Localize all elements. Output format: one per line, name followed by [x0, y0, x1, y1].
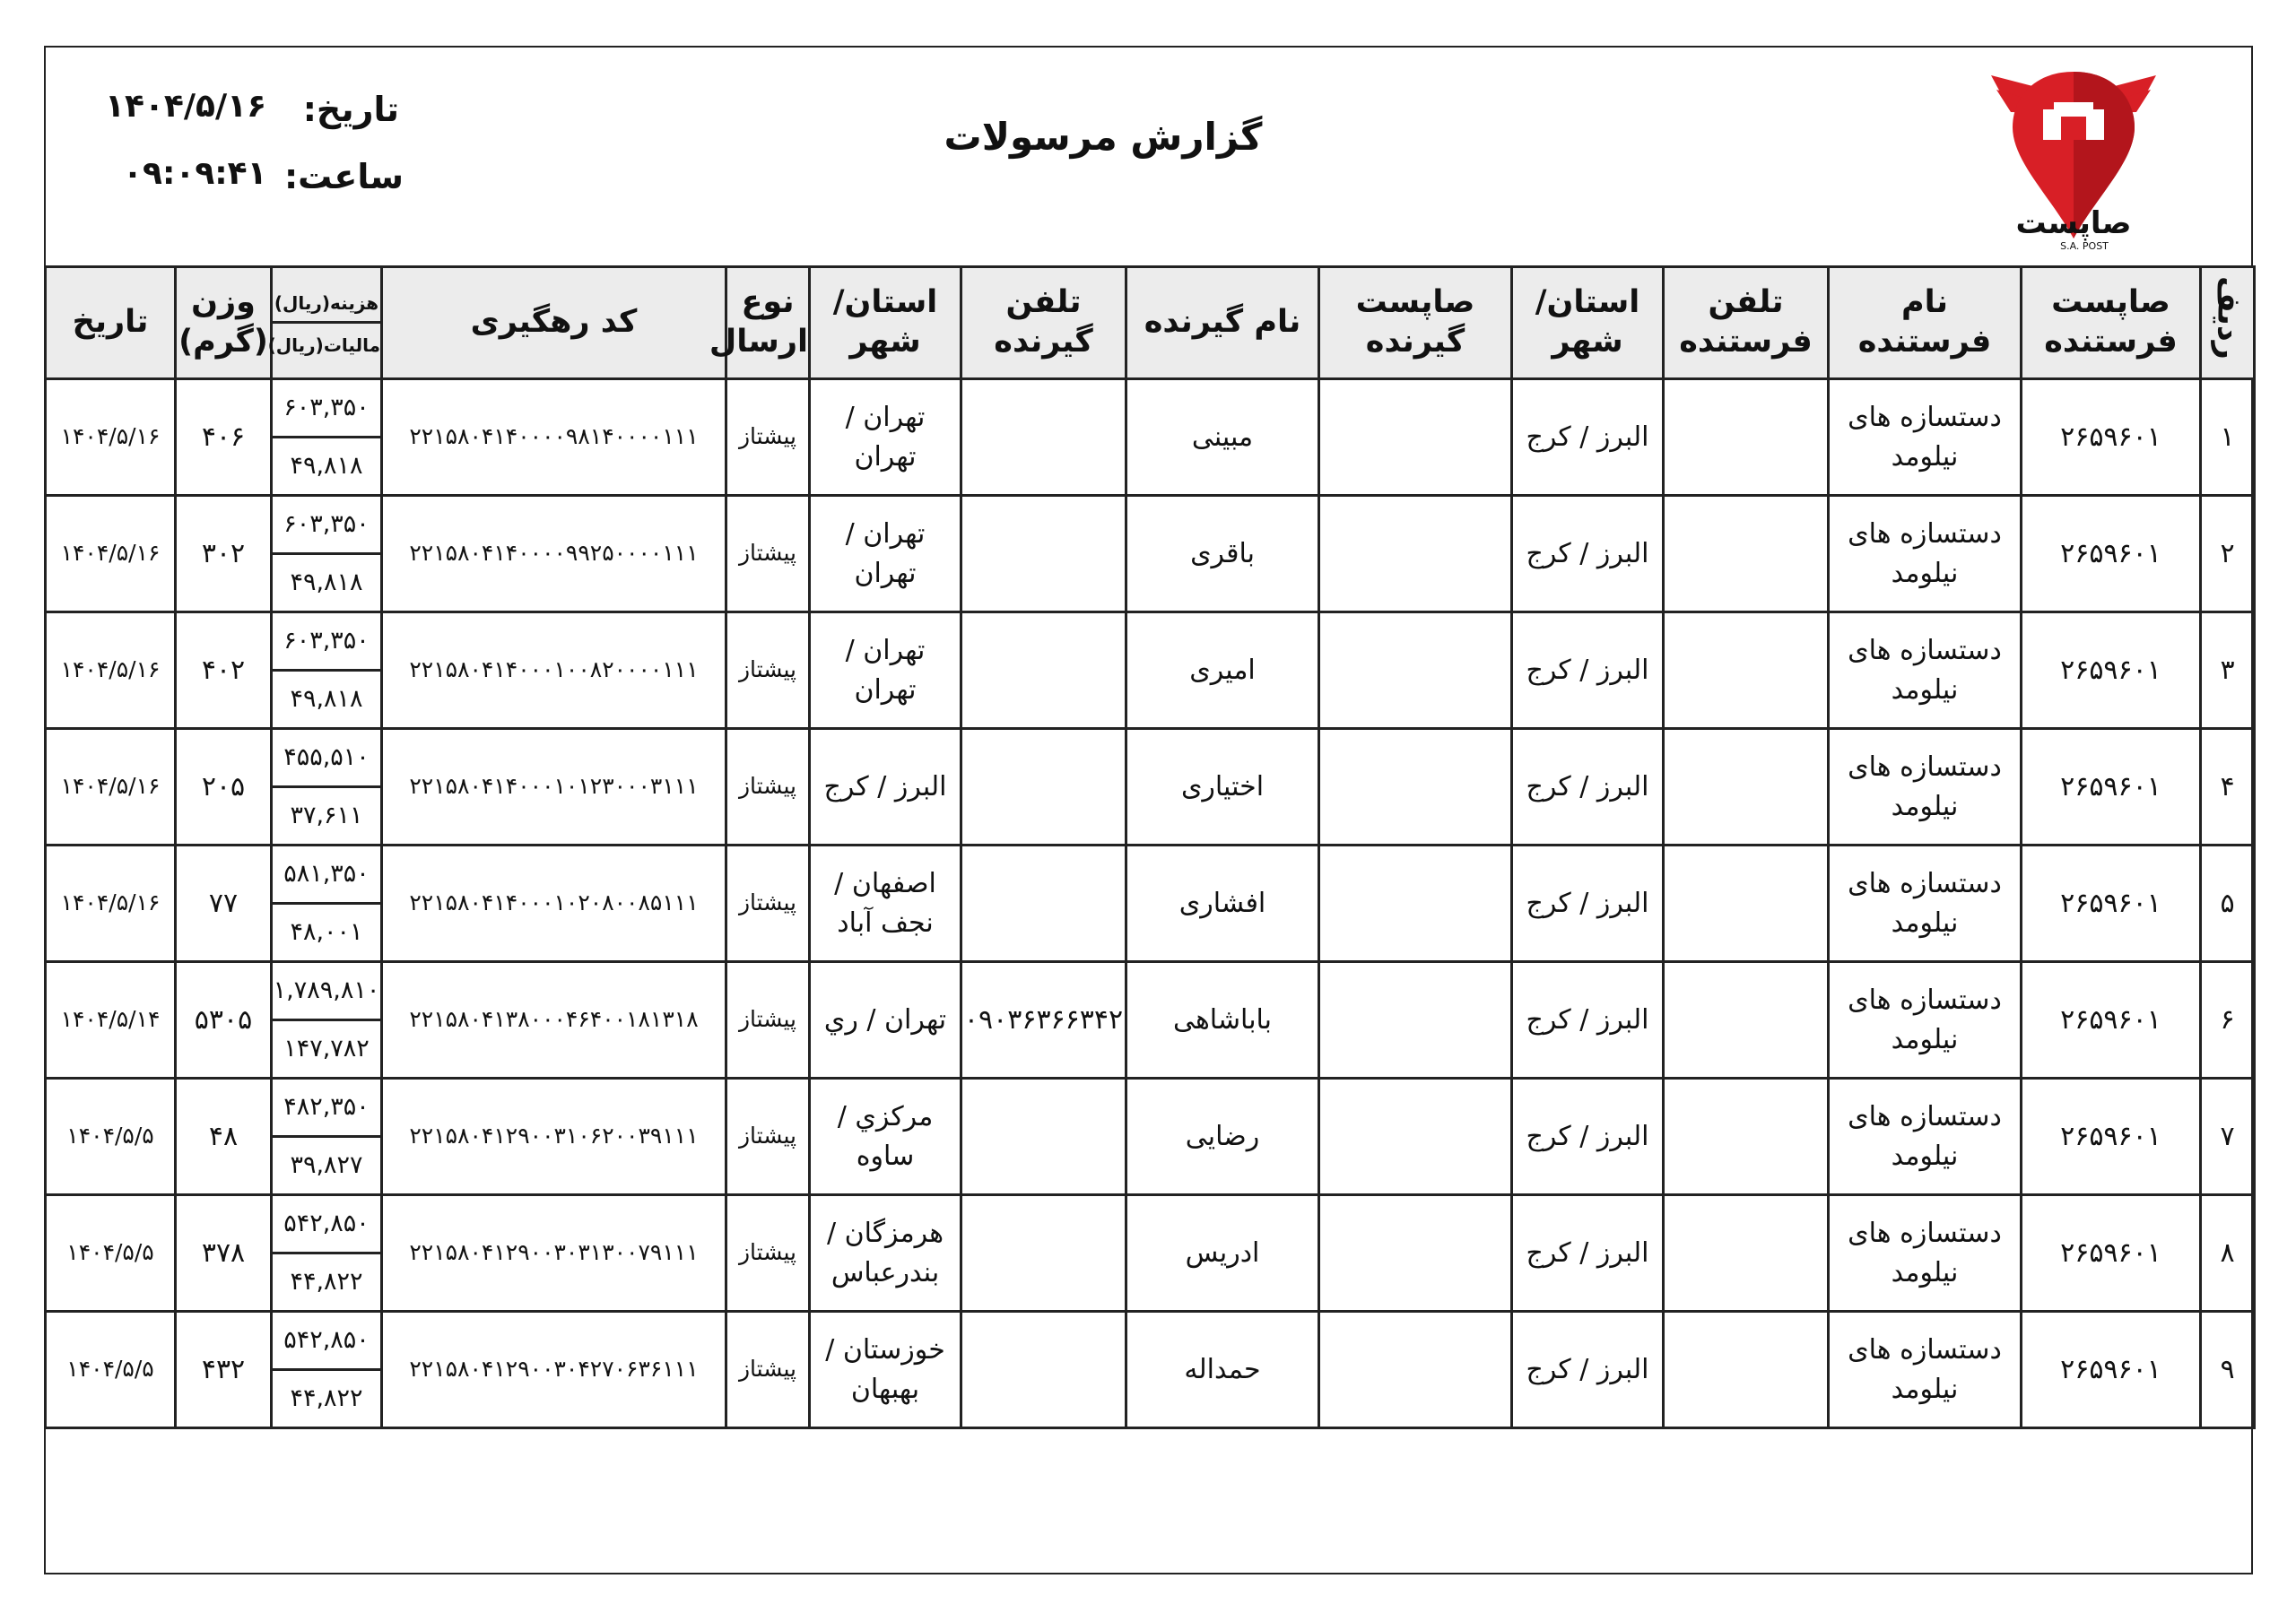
cell-sender-phone	[1664, 612, 1829, 729]
cell-cost: ۴۸۲,۳۵۰	[272, 1079, 382, 1137]
cell-sender-city: البرز / کرج	[1512, 379, 1664, 496]
cell-receiver-phone	[961, 729, 1126, 846]
cell-receiver-city: اصفهان / نجف آباد	[810, 846, 961, 962]
cell-date: ۱۴۰۴/۵/۱۶	[46, 496, 176, 612]
cell-sender-phone	[1664, 379, 1829, 496]
cell-receiver-sapost	[1319, 496, 1512, 612]
cell-sender-city: البرز / کرج	[1512, 846, 1664, 962]
time-value: ۰۹:۰۹:۴۱	[123, 155, 267, 192]
cell-tax: ۳۷,۶۱۱	[272, 787, 382, 846]
cell-row-no: ۱	[2201, 379, 2255, 496]
cell-receiver-phone: ۰۹۰۳۶۳۶۶۳۴۲	[961, 962, 1126, 1079]
cell-row-no: ۴	[2201, 729, 2255, 846]
col-receiver-name: نام گیرنده	[1126, 267, 1319, 379]
cell-date: ۱۴۰۴/۵/۱۶	[46, 379, 176, 496]
cell-sender-sapost: ۲۶۵۹۶۰۱	[2022, 1312, 2201, 1428]
cell-weight: ۴۸	[176, 1079, 272, 1195]
cell-receiver-sapost	[1319, 379, 1512, 496]
cell-receiver-phone	[961, 846, 1126, 962]
cell-sender-name: دستسازه های نیلومد	[1829, 379, 2022, 496]
cell-receiver-city: تهران / تهران	[810, 612, 961, 729]
cell-receiver-city: تهران / تهران	[810, 496, 961, 612]
col-sender-phone: تلفن فرستنده	[1664, 267, 1829, 379]
cell-sender-city: البرز / کرج	[1512, 962, 1664, 1079]
cell-receiver-sapost	[1319, 846, 1512, 962]
cell-sender-sapost: ۲۶۵۹۶۰۱	[2022, 379, 2201, 496]
col-receiver-sapost: صاپست گیرنده	[1319, 267, 1512, 379]
shipments-table	[44, 265, 2256, 1429]
table-row	[46, 1195, 2255, 1253]
cell-sender-phone	[1664, 496, 1829, 612]
col-receiver-phone: تلفن گیرنده	[961, 267, 1126, 379]
cell-receiver-name: ادریس	[1126, 1195, 1319, 1312]
date-label: تاریخ:	[302, 90, 399, 129]
cell-sender-city: البرز / کرج	[1512, 1195, 1664, 1312]
cell-cost: ۶۰۳,۳۵۰	[272, 612, 382, 671]
table-row	[46, 729, 2255, 787]
cell-tax: ۱۴۷,۷۸۲	[272, 1020, 382, 1079]
cell-row-no: ۳	[2201, 612, 2255, 729]
cell-sender-name: دستسازه های نیلومد	[1829, 1195, 2022, 1312]
table-row	[46, 496, 2255, 554]
cell-cost: ۶۰۳,۳۵۰	[272, 496, 382, 554]
cell-receiver-phone	[961, 1195, 1126, 1312]
cell-send-type: پیشتاز	[726, 962, 810, 1079]
cell-sender-sapost: ۲۶۵۹۶۰۱	[2022, 612, 2201, 729]
table-row	[46, 379, 2255, 438]
table-row	[46, 1079, 2255, 1137]
cell-date: ۱۴۰۴/۵/۱۴	[46, 962, 176, 1079]
cell-send-type: پیشتاز	[726, 1195, 810, 1312]
cell-row-no: ۵	[2201, 846, 2255, 962]
cell-send-type: پیشتاز	[726, 729, 810, 846]
cell-receiver-sapost	[1319, 1312, 1512, 1428]
cell-send-type: پیشتاز	[726, 846, 810, 962]
cell-row-no: ۲	[2201, 496, 2255, 612]
cell-receiver-name: امیری	[1126, 612, 1319, 729]
col-row-no: ردیف	[2201, 267, 2255, 379]
cell-sender-city: البرز / کرج	[1512, 1079, 1664, 1195]
cell-date: ۱۴۰۴/۵/۱۶	[46, 846, 176, 962]
cell-weight: ۴۰۲	[176, 612, 272, 729]
cell-sender-phone	[1664, 1079, 1829, 1195]
col-cost: هزینه(ریال)	[273, 287, 380, 324]
cell-sender-name: دستسازه های نیلومد	[1829, 729, 2022, 846]
cell-sender-sapost: ۲۶۵۹۶۰۱	[2022, 846, 2201, 962]
cell-tracking: ۲۲۱۵۸۰۴۱۳۸۰۰۰۴۶۴۰۰۱۸۱۳۱۸	[382, 962, 726, 1079]
cell-date: ۱۴۰۴/۵/۱۶	[46, 729, 176, 846]
cell-receiver-name: باباشاهی	[1126, 962, 1319, 1079]
cell-sender-name: دستسازه های نیلومد	[1829, 1312, 2022, 1428]
cell-row-no: ۹	[2201, 1312, 2255, 1428]
col-tax: مالیات(ریال)	[267, 334, 380, 356]
cell-weight: ۳۰۲	[176, 496, 272, 612]
cell-receiver-sapost	[1319, 612, 1512, 729]
cell-sender-phone	[1664, 846, 1829, 962]
cell-receiver-city: تهران / ري	[810, 962, 961, 1079]
cell-date: ۱۴۰۴/۵/۵	[46, 1195, 176, 1312]
cell-tracking: ۲۲۱۵۸۰۴۱۴۰۰۰۰۹۸۱۴۰۰۰۰۱۱۱	[382, 379, 726, 496]
cell-sender-sapost: ۲۶۵۹۶۰۱	[2022, 1195, 2201, 1312]
cell-sender-sapost: ۲۶۵۹۶۰۱	[2022, 496, 2201, 612]
cell-tax: ۴۹,۸۱۸	[272, 554, 382, 612]
cell-send-type: پیشتاز	[726, 496, 810, 612]
cell-sender-name: دستسازه های نیلومد	[1829, 1079, 2022, 1195]
cell-receiver-phone	[961, 1312, 1126, 1428]
cell-weight: ۲۰۵	[176, 729, 272, 846]
col-sender-city: استان/ شهر	[1512, 267, 1664, 379]
cell-tax: ۴۹,۸۱۸	[272, 671, 382, 729]
cell-receiver-sapost	[1319, 962, 1512, 1079]
cell-receiver-sapost	[1319, 1195, 1512, 1312]
cell-tax: ۴۴,۸۲۲	[272, 1253, 382, 1312]
table-row	[46, 846, 2255, 904]
logo-sub-text: S.A. POST	[2060, 240, 2109, 252]
col-date: تاریخ	[46, 267, 176, 379]
report-title: گزارش مرسولات	[944, 115, 1263, 159]
cell-tracking: ۲۲۱۵۸۰۴۱۴۰۰۰۱۰۲۰۸۰۰۸۵۱۱۱	[382, 846, 726, 962]
cell-send-type: پیشتاز	[726, 612, 810, 729]
col-sender-sapost: صاپست فرستنده	[2022, 267, 2201, 379]
cell-sender-phone	[1664, 1195, 1829, 1312]
col-sender-name: نام فرستنده	[1829, 267, 2022, 379]
cell-sender-name: دستسازه های نیلومد	[1829, 496, 2022, 612]
cell-weight: ۴۳۲	[176, 1312, 272, 1428]
cell-tax: ۴۸,۰۰۱	[272, 904, 382, 962]
cell-cost: ۶۰۳,۳۵۰	[272, 379, 382, 438]
cell-tracking: ۲۲۱۵۸۰۴۱۲۹۰۰۳۰۴۲۷۰۶۳۶۱۱۱	[382, 1312, 726, 1428]
time-label: ساعت:	[283, 157, 404, 196]
cell-sender-name: دستسازه های نیلومد	[1829, 612, 2022, 729]
cell-receiver-sapost	[1319, 1079, 1512, 1195]
col-receiver-city: استان/ شهر	[810, 267, 961, 379]
cell-receiver-name: افشاری	[1126, 846, 1319, 962]
cell-receiver-name: باقری	[1126, 496, 1319, 612]
cell-sender-name: دستسازه های نیلومد	[1829, 846, 2022, 962]
cell-row-no: ۸	[2201, 1195, 2255, 1312]
table-row	[46, 962, 2255, 1020]
cell-date: ۱۴۰۴/۵/۵	[46, 1312, 176, 1428]
cell-weight: ۷۷	[176, 846, 272, 962]
cell-receiver-city: البرز / کرج	[810, 729, 961, 846]
cell-sender-phone	[1664, 962, 1829, 1079]
cell-sender-sapost: ۲۶۵۹۶۰۱	[2022, 729, 2201, 846]
cell-tracking: ۲۲۱۵۸۰۴۱۴۰۰۰۰۹۹۲۵۰۰۰۰۱۱۱	[382, 496, 726, 612]
col-cost-tax	[267, 267, 382, 379]
cell-receiver-name: اختیاری	[1126, 729, 1319, 846]
cell-sender-name: دستسازه های نیلومد	[1829, 962, 2022, 1079]
company-logo	[1984, 63, 2163, 256]
table-row	[46, 1312, 2255, 1370]
cell-receiver-sapost	[1319, 729, 1512, 846]
cell-weight: ۳۷۸	[176, 1195, 272, 1312]
cell-receiver-phone	[961, 379, 1126, 496]
cell-row-no: ۷	[2201, 1079, 2255, 1195]
cell-tracking: ۲۲۱۵۸۰۴۱۴۰۰۰۱۰۰۸۲۰۰۰۰۱۱۱	[382, 612, 726, 729]
cell-sender-phone	[1664, 729, 1829, 846]
cell-tax: ۴۹,۸۱۸	[272, 438, 382, 496]
cell-cost: ۵۴۲,۸۵۰	[272, 1195, 382, 1253]
cell-receiver-city: خوزستان / بهبهان	[810, 1312, 961, 1428]
cell-receiver-city: تهران / تهران	[810, 379, 961, 496]
cell-tax: ۳۹,۸۲۷	[272, 1137, 382, 1195]
cell-cost: ۵۸۱,۳۵۰	[272, 846, 382, 904]
cell-send-type: پیشتاز	[726, 379, 810, 496]
col-weight: وزن (گرم)	[176, 267, 272, 379]
cell-sender-sapost: ۲۶۵۹۶۰۱	[2022, 1079, 2201, 1195]
cell-sender-city: البرز / کرج	[1512, 1312, 1664, 1428]
cell-sender-phone	[1664, 1312, 1829, 1428]
cell-cost: ۴۵۵,۵۱۰	[272, 729, 382, 787]
cell-receiver-phone	[961, 496, 1126, 612]
cell-receiver-phone	[961, 1079, 1126, 1195]
logo-brand-text: صاپست	[2015, 205, 2132, 241]
cell-receiver-phone	[961, 612, 1126, 729]
cell-receiver-name: رضایی	[1126, 1079, 1319, 1195]
cell-weight: ۵۳۰۵	[176, 962, 272, 1079]
cell-cost: ۱,۷۸۹,۸۱۰	[272, 962, 382, 1020]
cell-sender-city: البرز / کرج	[1512, 496, 1664, 612]
cell-tax: ۴۴,۸۲۲	[272, 1370, 382, 1428]
cell-sender-city: البرز / کرج	[1512, 729, 1664, 846]
table-header-row	[46, 267, 2255, 379]
cell-send-type: پیشتاز	[726, 1079, 810, 1195]
cell-send-type: پیشتاز	[726, 1312, 810, 1428]
cell-date: ۱۴۰۴/۵/۱۶	[46, 612, 176, 729]
cell-receiver-city: مرکزي / ساوه	[810, 1079, 961, 1195]
cell-receiver-name: حمداله	[1126, 1312, 1319, 1428]
cell-weight: ۴۰۶	[176, 379, 272, 496]
cell-tracking: ۲۲۱۵۸۰۴۱۴۰۰۰۱۰۱۲۳۰۰۰۳۱۱۱	[382, 729, 726, 846]
cell-receiver-city: هرمزگان / بندرعباس	[810, 1195, 961, 1312]
cell-tracking: ۲۲۱۵۸۰۴۱۲۹۰۰۳۱۰۶۲۰۰۳۹۱۱۱	[382, 1079, 726, 1195]
cell-row-no: ۶	[2201, 962, 2255, 1079]
col-tracking: کد رهگیری	[382, 267, 726, 379]
cell-receiver-name: مبینی	[1126, 379, 1319, 496]
cell-date: ۱۴۰۴/۵/۵	[46, 1079, 176, 1195]
cell-cost: ۵۴۲,۸۵۰	[272, 1312, 382, 1370]
cell-tracking: ۲۲۱۵۸۰۴۱۲۹۰۰۳۰۳۱۳۰۰۷۹۱۱۱	[382, 1195, 726, 1312]
col-send-type: نوع ارسال	[726, 267, 810, 379]
cell-sender-city: البرز / کرج	[1512, 612, 1664, 729]
date-value: ۱۴۰۴/۵/۱۶	[105, 88, 267, 125]
cell-sender-sapost: ۲۶۵۹۶۰۱	[2022, 962, 2201, 1079]
table-row	[46, 612, 2255, 671]
